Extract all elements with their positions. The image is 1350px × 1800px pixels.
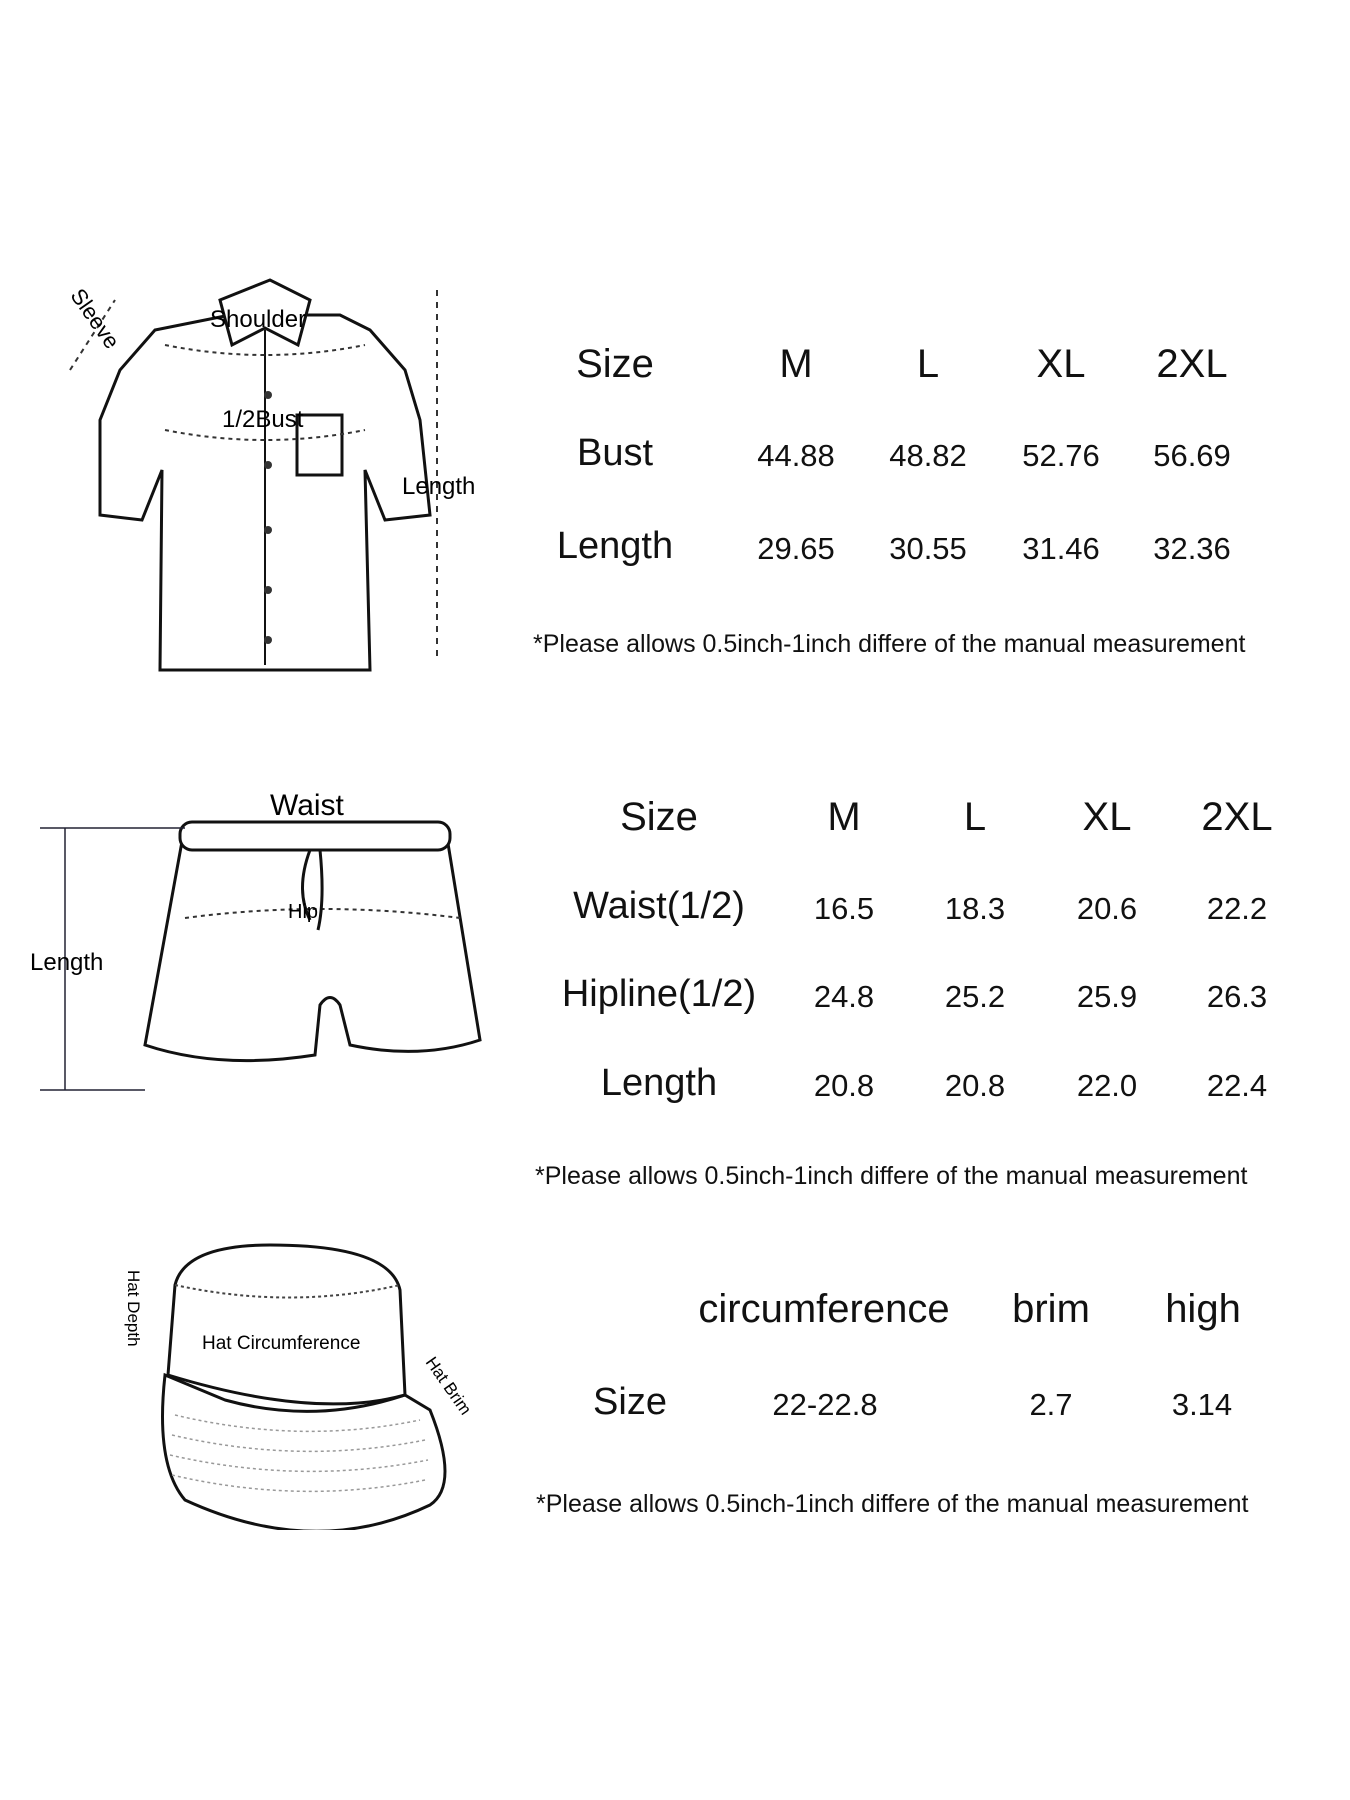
col-header: 2XL xyxy=(1156,342,1228,386)
cell-value: 20.8 xyxy=(813,1068,875,1103)
cell-value: 22.2 xyxy=(1206,891,1268,926)
cell-value: 20.6 xyxy=(1076,891,1138,926)
cell-value: 24.8 xyxy=(813,979,875,1014)
shorts-size-table xyxy=(552,773,1283,1133)
cell-value: 3.14 xyxy=(1171,1387,1233,1422)
cell-value: 30.55 xyxy=(889,531,967,566)
col-header: L xyxy=(916,342,940,386)
shirt-measurement-note: *Please allows 0.5inch-1inch differe of the manual measurement xyxy=(533,630,1246,658)
length-label: Length xyxy=(402,473,476,500)
shoulder-label: Shoulder xyxy=(210,306,307,333)
cell-value: 52.76 xyxy=(1022,438,1100,473)
col-header: XL xyxy=(1082,795,1132,839)
hat-diagram xyxy=(100,1230,520,1530)
col-header: M xyxy=(827,795,861,839)
row-label: Hipline(1/2) xyxy=(561,973,757,1015)
cell-value: 25.2 xyxy=(944,979,1006,1014)
table-row xyxy=(552,953,1283,1039)
cell-value: 18.3 xyxy=(944,891,1006,926)
shorts-measurement-note: *Please allows 0.5inch-1inch differe of the manual measurement xyxy=(535,1162,1248,1190)
cell-value: 56.69 xyxy=(1153,438,1231,473)
shirt-table-header xyxy=(550,320,1281,410)
hat-table-header xyxy=(537,1265,1318,1359)
hat-circumference-label: Hat Circumference xyxy=(202,1333,361,1354)
cell-value: 22.4 xyxy=(1206,1068,1268,1103)
cell-value: 16.5 xyxy=(813,891,875,926)
col-header: M xyxy=(779,342,813,386)
cell-value: 32.36 xyxy=(1153,531,1231,566)
hat-depth-label: Hat Depth xyxy=(124,1270,143,1347)
cell-value: 22-22.8 xyxy=(772,1387,878,1422)
table-row xyxy=(550,503,1281,594)
table-row xyxy=(552,863,1283,953)
shirt-diagram xyxy=(40,270,500,680)
shirt-size-table xyxy=(550,320,1281,597)
col-header: Size xyxy=(620,795,698,839)
col-header: XL xyxy=(1036,342,1086,386)
table-row xyxy=(537,1359,1318,1447)
shorts-diagram xyxy=(20,780,500,1100)
cell-value: 48.82 xyxy=(889,438,967,473)
cell-value: 20.8 xyxy=(944,1068,1006,1103)
hat-brim-label: Hat Brim xyxy=(421,1353,476,1419)
col-header: high xyxy=(1165,1287,1241,1331)
length-label: Length xyxy=(30,949,104,976)
bust-label: 1/2Bust xyxy=(222,406,304,433)
row-label: Length xyxy=(600,1062,718,1104)
row-label: Bust xyxy=(576,432,654,474)
col-header: brim xyxy=(1012,1287,1090,1331)
row-label: Length xyxy=(556,525,674,567)
hat-size-table xyxy=(537,1265,1318,1447)
col-header: circumference xyxy=(698,1287,950,1331)
waist-label: Waist xyxy=(270,789,344,822)
sleeve-label: Sleeve xyxy=(65,283,125,354)
cell-value: 2.7 xyxy=(1029,1387,1073,1422)
table-row xyxy=(550,410,1281,500)
col-header: L xyxy=(963,795,987,839)
row-label: Waist(1/2) xyxy=(573,885,745,927)
col-header: 2XL xyxy=(1201,795,1273,839)
col-header: Size xyxy=(576,342,654,386)
cell-value: 31.46 xyxy=(1022,531,1100,566)
shorts-table-header xyxy=(552,773,1283,863)
cell-value: 29.65 xyxy=(757,531,835,566)
cell-value: 22.0 xyxy=(1076,1068,1138,1103)
cell-value: 44.88 xyxy=(757,438,835,473)
row-label: Size xyxy=(593,1381,667,1423)
hat-measurement-note: *Please allows 0.5inch-1inch differe of the manual measurement xyxy=(536,1490,1249,1518)
table-row xyxy=(552,1042,1283,1130)
cell-value: 26.3 xyxy=(1206,979,1268,1014)
cell-value: 25.9 xyxy=(1076,979,1138,1014)
hip-label: Hip xyxy=(288,901,319,923)
